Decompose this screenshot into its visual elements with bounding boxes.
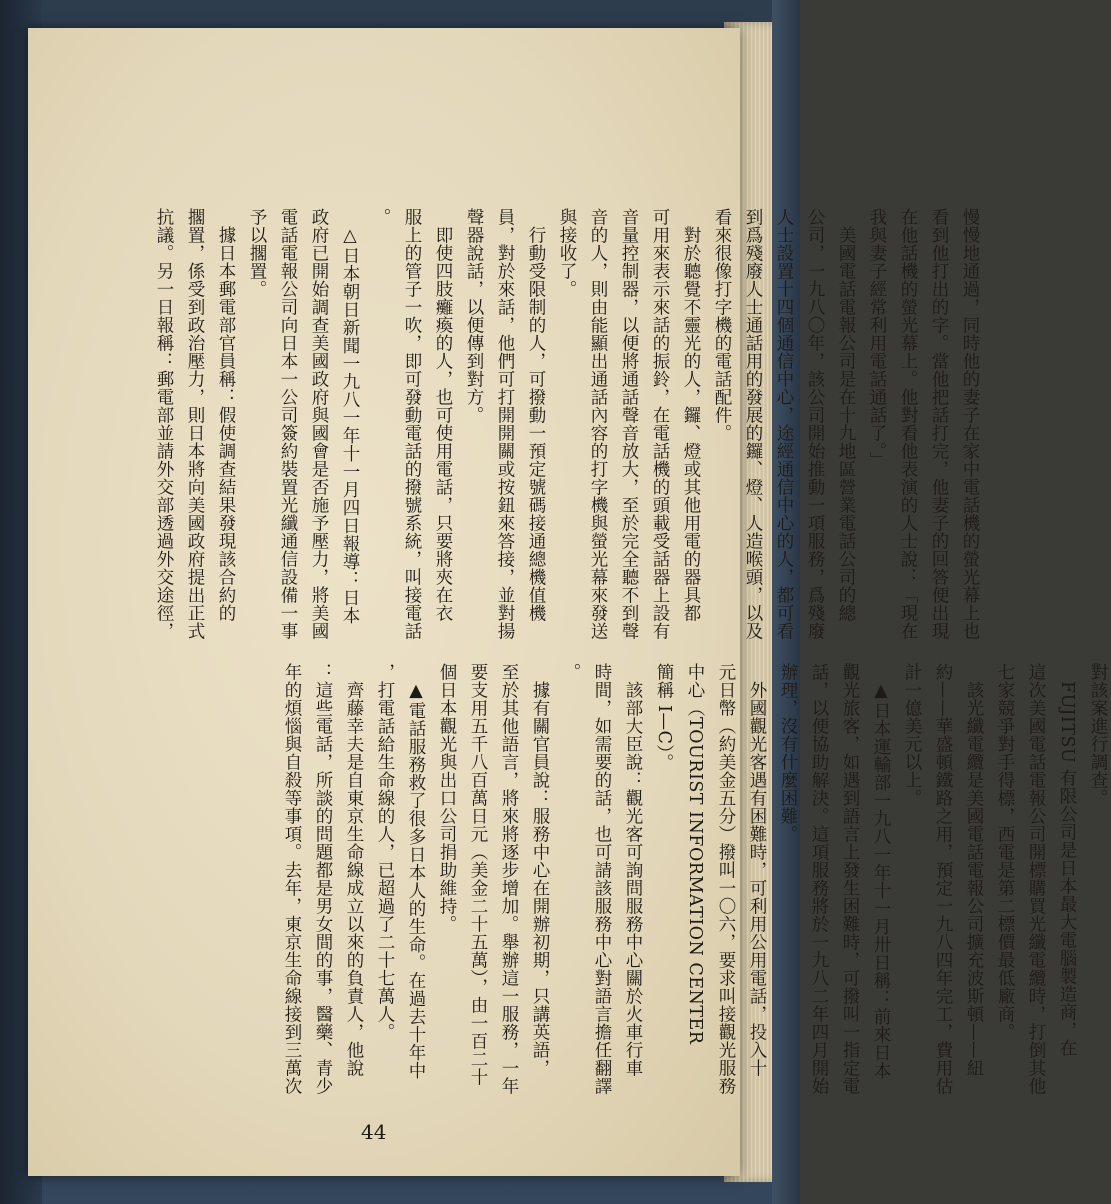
text-line: 看到他打出的字。當他把話打完，他妻子的回答便出現: [929, 208, 949, 640]
text-line: 時間，如需要的話，也可請該服務中心對語言擔任翻譯: [592, 663, 612, 1095]
text-line: 公司，一九八〇年，該公司開始推動一項服務，爲殘廢: [805, 208, 825, 640]
text-line: 可用來表示來話的振鈴，在電話機的頭載受話器上設有: [650, 208, 670, 640]
text-line: 計一億美元以上。: [902, 663, 922, 807]
text-line: 該光纖電纜是美國電話電報公司擴充波斯頓——紐: [964, 663, 984, 1077]
page-number: 44: [361, 1120, 387, 1144]
text-line: ▲電話服務救了很多日本人的生命。在過去十年中: [406, 663, 426, 1080]
text-column-bottom: [278, 663, 1111, 1143]
text-line: 行動受限制的人，可撥動一預定號碼接通總機值機: [526, 208, 546, 622]
text-line: FUJITSU 有限公司是日本最大電腦製造商，在: [1057, 663, 1077, 1058]
text-line: 音量控制器，以便將通話聲音放大，至於完全聽不到聲: [619, 208, 639, 640]
text-line: 在他話機的螢光幕上。他對看他表演的人士說：「現在: [898, 208, 918, 640]
text-line: 據日本郵電部官員稱：假使調查結果發現該合約的: [216, 208, 236, 622]
text-line: 元日幣（約美金五分）撥叫一〇六，要求叫接觀光服務: [716, 663, 736, 1095]
text-line: 觀光旅客，如遇到語言上發生困難時，可撥叫一指定電: [840, 663, 860, 1095]
text-line: 擱置，係受到政治壓力，則日本將向美國政府提出正式: [185, 208, 205, 640]
text-line: 抗議。另一日報稱：郵電部並請外交部透過外交途徑，: [154, 208, 174, 640]
text-line: 慢慢地通過，同時他的妻子在家中電話機的螢光幕上也: [960, 208, 980, 640]
text-line: △日本朝日新聞一九八一年十一月四日報導：日本: [340, 208, 360, 625]
text-line: 到爲殘廢人士通話用的發展的鑼、燈、人造喉頭，以及: [743, 208, 763, 640]
text-line: 。: [561, 663, 581, 681]
text-line: 音的人，則由能顯出通話內容的打字機與螢光幕來發送: [588, 208, 608, 640]
text-line: 即使四肢癱瘓的人，也可使用電話，只要將夾在衣: [433, 208, 453, 622]
text-line: 年的煩惱與自殺等事項。去年，東京生命線接到三萬次: [282, 663, 302, 1095]
text-line: 看來很像打字機的電話配件。: [712, 208, 732, 442]
text-line: 政府已開始調查美國政府與國會是否施予壓力，將美國: [309, 208, 329, 640]
book-page: [28, 28, 1108, 1176]
text-line: 中心（TOURIST INFORMATION CENTER: [685, 663, 705, 1045]
text-line: 我與妻子經常利用電話通話了。」: [867, 208, 887, 470]
text-line: 人士設置十四個通信中心，途經通信中心的人，都可看: [774, 208, 794, 640]
text-line: 外國觀光客遇有困難時，可利用公用電話，投入十: [747, 663, 767, 1077]
text-line: 員，對於來話，他們可打開開關或按鈕來答接，並對揚: [495, 208, 515, 640]
text-line: 齊藤幸夫是自東京生命線成立以來的負責人，他說: [344, 663, 364, 1077]
text-line: ，打電話給生命線的人，已超過了二十七萬人。: [375, 663, 395, 1041]
text-line: 約——華盛頓鐵路之用，預定一九八四年完工，費用估: [933, 663, 953, 1095]
text-line: 話，以便協助解決。這項服務將於一九八二年四月開始: [809, 663, 829, 1095]
text-column-top: [150, 208, 983, 640]
text-line: 個日本觀光與出口公司捐助維持。: [437, 663, 457, 933]
text-line: 電話電報公司向日本一公司簽約裝置光纖通信設備一事: [278, 208, 298, 640]
text-line: ：這些電話，所談的問題都是男女間的事，醫藥、青少: [313, 663, 333, 1095]
text-line: 這次美國電話電報公司開標購買光纖電纜時，打倒其他: [1026, 663, 1046, 1095]
text-line: 服上的管子一吹，即可發動電話的撥號系統，叫接電話: [402, 208, 422, 640]
text-line: 據有關官員說：服務中心在開辦初期，只講英語，: [530, 663, 550, 1077]
text-line: ▲日本運輸部一九八一年十一月卅日稱：前來日本: [871, 663, 891, 1080]
text-line: 美國電話電報公司是在十九地區營業電話公司的總: [836, 208, 856, 622]
text-line: 七家競爭對手得標，西電是第二標價最低廠商。: [995, 663, 1015, 1041]
text-line: 簡稱 I—C）。: [654, 663, 674, 772]
text-line: 聲器說話，以便傳到對方。: [464, 208, 484, 424]
text-line: 要支用五千八百萬日元（美金二十五萬），由一百二十: [468, 663, 488, 1087]
text-line: 與接收了。: [557, 208, 577, 298]
text-line: 。: [371, 208, 391, 226]
text-line: 對該案進行調查。: [1088, 663, 1108, 807]
text-line: 辦理，沒有什麼困難。: [778, 663, 798, 843]
text-line: 予以擱置。: [247, 208, 267, 298]
text-line: 該部大臣說：觀光客可詢問服務中心關於火車行車: [623, 663, 643, 1077]
text-line: 對於聽覺不靈光的人，鑼、燈或其他用電的器具都: [681, 208, 701, 622]
text-line: 至於其他語言，將來將逐步增加。舉辦這一服務，一年: [499, 663, 519, 1095]
